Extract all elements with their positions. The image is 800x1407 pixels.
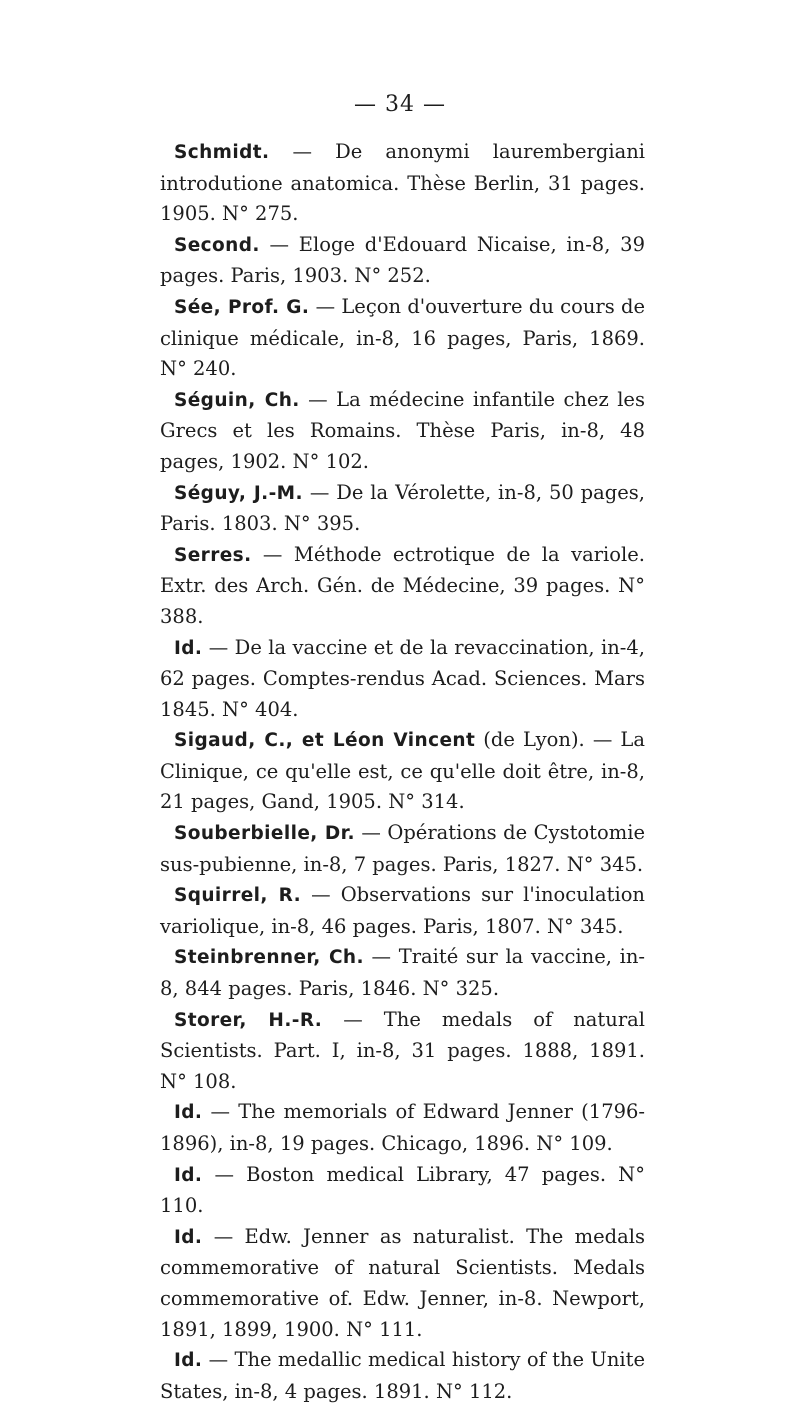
entry-author: Steinbrenner, Ch. [174,947,364,969]
bibliography-entry [160,942,645,1004]
entry-text: (de Lyon). — La Clinique, ce qu'elle est, ce qu'elle doit être, in-8, 21 pages, Gand, 1905. N° 314. [160,728,645,814]
bibliography-entry [160,633,645,726]
entry-text: — Méthode ectrotique de la variole. Extr. des Arch. Gén. de Médecine, 39 pages. N° 388. [160,542,645,628]
entry-text: — Traité sur la vaccine, in-8, 844 pages. Paris, 1846. N° 325. [160,945,645,1001]
entry-author: Sigaud, C., et Léon Vincent [174,730,476,752]
bibliography-entry [160,1097,645,1159]
entry-author: Schmidt. [174,142,270,163]
entry-text: — La médecine infantile chez les Grecs et les Romains. Thèse Paris, in-8, 48 pages, 1902. N° 102. [160,387,645,473]
bibliography-entry [160,137,645,230]
entry-text: — Boston medical Library, 47 pages. N° 110. [160,1162,645,1218]
entry-author: Id. [174,1226,203,1248]
bibliography-entry [160,725,645,818]
bibliography-entry [160,1160,645,1222]
bibliography-entry [160,230,645,292]
entry-author: Id. [174,1102,203,1124]
entry-text: — Eloge d'Edouard Nicaise, in-8, 39 pages. Paris, 1903. N° 252. [160,232,645,288]
entry-text: — De anonymi laurembergiani introdutione anatomica. Thèse Berlin, 31 pages. 1905. N° 275. [160,140,645,226]
entry-author: Id. [174,1350,203,1372]
entry-text: — Opérations de Cystotomie sus-pubienne, in-8, 7 pages. Paris, 1827. N° 345. [160,821,645,876]
entry-author: Séguin, Ch. [174,389,300,411]
entry-text: — De la Vérolette, in-8, 50 pages, Paris. 1803. N° 395. [160,480,646,536]
entry-author: Storer, H.-R. [174,1009,323,1031]
entry-text: — Observations sur l'inoculation variolique, in-8, 46 pages. Paris, 1807. N° 345. [160,883,645,938]
entry-text: — Edw. Jenner as naturalist. The medals commemorative of natural Scientists. Medals commemorative of. Edw. Jenner, in-8. Newport, 1891, 1899, 1900. N° 111. [160,1224,645,1341]
entry-text: — Leçon d'ouverture du cours de clinique médicale, in-8, 16 pages, Paris, 1869. N° 240. [160,294,645,381]
entry-text: — The medals of natural Scientists. Part. I, in-8, 31 pages. 1888, 1891. N° 108. [160,1007,646,1093]
entry-author: Id. [174,1164,203,1186]
entry-author: Squirrel, R. [174,885,301,907]
entry-author: Sée, Prof. G. [174,296,310,318]
entry-text: — De la vaccine et de la revaccination, in-4, 62 pages. Comptes-rendus Acad. Sciences. Mars 1845. N° 404. [160,635,645,721]
entry-author: Serres. [174,544,252,566]
entry-author: Séguy, J.-M. [174,482,303,504]
bibliography-entry [160,385,645,478]
page-number: — 34 — [354,92,446,117]
bibliography-list [160,137,645,1407]
bibliography-entry [160,292,645,385]
bibliography-entry [160,1345,645,1407]
entry-text: — The memorials of Edward Jenner (1796-1896), in-8, 19 pages. Chicago, 1896. N° 109. [160,1100,645,1155]
bibliography-entry [160,1222,645,1345]
bibliography-entry [160,880,645,942]
entry-author: Second. [174,234,260,256]
bibliography-entry [160,540,645,633]
bibliography-entry [160,478,645,540]
entry-author: Id. [174,637,203,659]
bibliography-entry [160,818,645,880]
entry-text: — The medallic medical history of the Unite States, in-8, 4 pages. 1891. N° 112. [160,1348,645,1403]
entry-author: Souberbielle, Dr. [174,823,355,845]
bibliography-entry [160,1005,645,1098]
